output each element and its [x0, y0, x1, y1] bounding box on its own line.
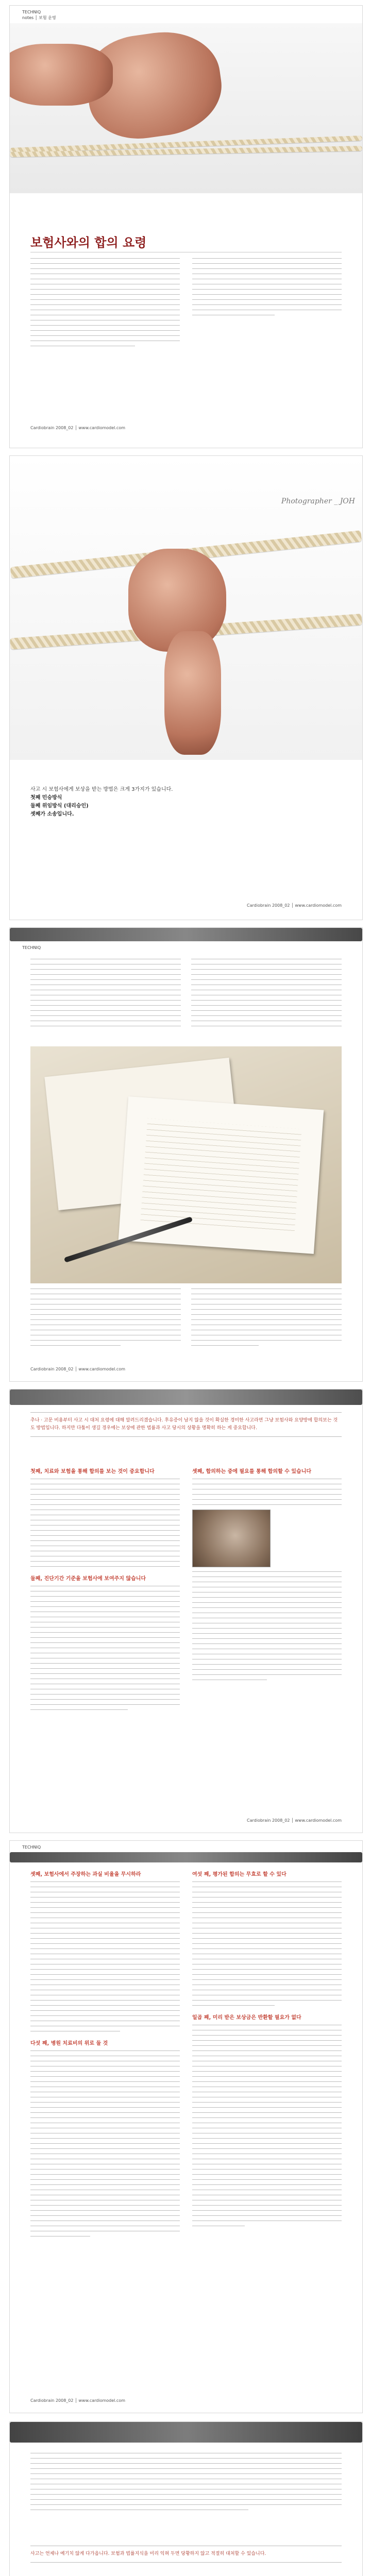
- section-heading-1: 첫째, 치료와 보험을 통해 합의를 보는 것이 중요합니다: [30, 1469, 155, 1475]
- top-brush-banner: [10, 928, 362, 941]
- hero-photo-hand-rope: [10, 23, 362, 193]
- magazine-page-6: [9, 2421, 363, 2576]
- section-sublabel: notes │ 보험 운영: [22, 15, 56, 20]
- page-footer: Cardiobrain 2008_02 │ www.cardiomodel.com: [247, 1818, 342, 1823]
- quote-line-2: 첫째 민승방식: [30, 795, 62, 801]
- section-label: TECHNIQ: [22, 10, 41, 14]
- section-heading-3: 셋째, 합의하는 중에 필요를 통해 합의할 수 있습니다: [192, 1469, 312, 1475]
- magazine-page-5: [9, 1840, 363, 2413]
- section-heading-3: 여섯 째, 평가된 합의는 무효로 할 수 있다: [192, 1872, 286, 1877]
- cat-photo: [192, 1510, 271, 1567]
- section-heading-2: 둘째, 진단기간 기준을 보험사에 보여주지 않습니다: [30, 1576, 146, 1582]
- page-footer: Cardiobrain 2008_02 │ www.cardiomodel.com: [247, 903, 342, 908]
- quote-line-3: 둘째 위임방식 (대리승인): [30, 803, 89, 809]
- closing-quote: [30, 2546, 342, 2563]
- top-brush-banner: [10, 2422, 362, 2443]
- section-heading-4: 일곱 째, 미리 받은 보상금은 반환할 필요가 없다: [192, 2015, 301, 2021]
- section-heading-1: 셋째, 보험사에서 주장하는 과실 비율을 무시하라: [30, 1872, 141, 1877]
- document-stack-photo: [30, 1046, 342, 1283]
- section-label: TECHNIQ: [22, 1845, 41, 1850]
- article-body-right: [192, 258, 342, 413]
- article-body-upper: [30, 959, 342, 1036]
- top-brush-banner: [10, 1852, 362, 1862]
- magazine-page-4: [9, 1389, 363, 1833]
- intro-quote: [30, 786, 340, 819]
- left-column: [30, 1467, 180, 1715]
- photographer-credit: Photographer _ JOH: [281, 497, 355, 505]
- section-heading-2: 다섯 째, 병원 치료비의 위로 둘 것: [30, 2041, 108, 2046]
- magazine-page-3: [9, 927, 363, 1382]
- article-body: [30, 2453, 342, 2515]
- magazine-page-2: [9, 455, 363, 920]
- page-footer: Cardiobrain 2008_02 │ www.cardiomodel.com: [30, 1367, 125, 1371]
- intro-quote-text: 추나 · 고문 비용부터 사고 시 대처 요령에 대해 알려드리겠습니다. 후유증이 남지 않을 것이 확실한 경미한 사고라면 그냥 보험사와 요양방에 합의보는 것도 방법입니다. 하지만 다툼이 생길 경우에는 보상에 관한 법률과 사고 당시의 상황을 명확히 하는 게 중요합니다.: [30, 1418, 338, 1431]
- article-title: 보험사와의 합의 요령: [30, 235, 147, 250]
- hand-rope-photo: [10, 456, 362, 760]
- article-body-left: [30, 258, 180, 413]
- quote-line-1: 사고 시 보험사에게 보상을 받는 방법은 크게 3가지가 있습니다.: [30, 787, 173, 792]
- page-footer: Cardiobrain 2008_02 │ www.cardiomodel.com: [30, 426, 125, 430]
- top-brush-banner: [10, 1389, 362, 1405]
- article-body-lower: [30, 1289, 342, 1350]
- magazine-page-1: [9, 5, 363, 448]
- quote-line-4: 셋째가 소송입니다.: [30, 811, 74, 817]
- page-footer: Cardiobrain 2008_02 │ www.cardiomodel.com: [30, 2398, 125, 2403]
- section-label: TECHNIQ: [22, 945, 41, 950]
- right-column: [192, 1467, 342, 1685]
- document-table-block: [140, 1118, 301, 1232]
- left-column: [30, 1870, 180, 2241]
- closing-quote-text: 사고는 언제나 예기치 않게 다가옵니다. 보험과 법률지식을 미리 익혀 두면 당황하지 않고 적절히 대처할 수 있습니다.: [30, 2551, 266, 2556]
- intro-quote: [30, 1412, 342, 1437]
- arm-shape: [10, 44, 113, 106]
- right-column: [192, 1870, 342, 2231]
- wrist-shape: [164, 631, 221, 755]
